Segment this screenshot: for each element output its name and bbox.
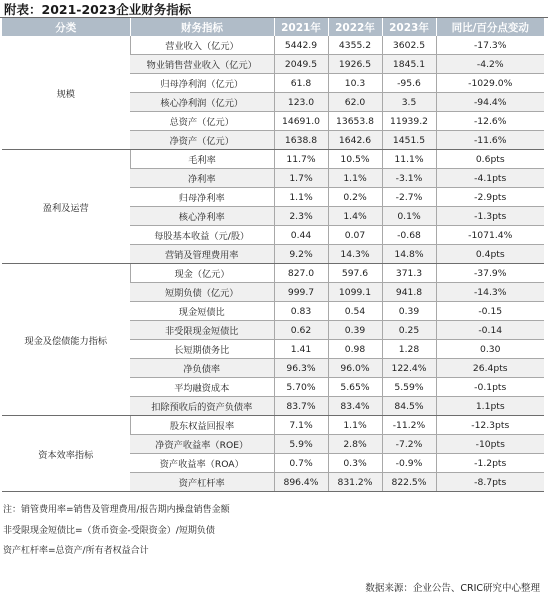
value-2021-cell: 123.0	[274, 93, 328, 112]
indicator-cell: 物业销售营业收入（亿元）	[130, 55, 274, 74]
change-cell: 26.4pts	[436, 359, 544, 378]
change-cell: -0.1pts	[436, 378, 544, 397]
value-2022-cell: 1.4%	[328, 207, 382, 226]
value-2021-cell: 11.7%	[274, 150, 328, 169]
value-2021-cell: 999.7	[274, 283, 328, 302]
change-cell: -8.7pts	[436, 473, 544, 492]
category-cell: 盈利及运营	[2, 150, 130, 264]
value-2021-cell: 7.1%	[274, 416, 328, 435]
change-cell: -1.2pts	[436, 454, 544, 473]
value-2021-cell: 1.7%	[274, 169, 328, 188]
value-2021-cell: 61.8	[274, 74, 328, 93]
value-2023-cell: 3602.5	[382, 36, 436, 55]
indicator-cell: 净负债率	[130, 359, 274, 378]
value-2023-cell: 941.8	[382, 283, 436, 302]
value-2022-cell: 10.5%	[328, 150, 382, 169]
table-row	[2, 36, 544, 55]
value-2023-cell: 822.5%	[382, 473, 436, 492]
value-2022-cell: 0.2%	[328, 188, 382, 207]
value-2021-cell: 2049.5	[274, 55, 328, 74]
value-2022-cell: 1.1%	[328, 169, 382, 188]
change-cell: -0.15	[436, 302, 544, 321]
value-2021-cell: 96.3%	[274, 359, 328, 378]
value-2021-cell: 1638.8	[274, 131, 328, 150]
value-2022-cell: 597.6	[328, 264, 382, 283]
indicator-cell: 总资产（亿元）	[130, 112, 274, 131]
value-2022-cell: 5.65%	[328, 378, 382, 397]
category-cell: 资本效率指标	[2, 416, 130, 492]
header-2021: 2021年	[274, 18, 328, 36]
value-2021-cell: 83.7%	[274, 397, 328, 416]
change-cell: -1.3pts	[436, 207, 544, 226]
value-2023-cell: 3.5	[382, 93, 436, 112]
value-2023-cell: 122.4%	[382, 359, 436, 378]
indicator-cell: 扣除预收后的资产负债率	[130, 397, 274, 416]
table-row	[2, 264, 544, 283]
change-cell: 0.6pts	[436, 150, 544, 169]
value-2021-cell: 1.41	[274, 340, 328, 359]
indicator-cell: 净资产（亿元）	[130, 131, 274, 150]
indicator-cell: 短期负债（亿元）	[130, 283, 274, 302]
indicator-cell: 现金短债比	[130, 302, 274, 321]
change-cell: 0.30	[436, 340, 544, 359]
value-2021-cell: 5.9%	[274, 435, 328, 454]
value-2023-cell: -7.2%	[382, 435, 436, 454]
table-row	[2, 416, 544, 435]
footnote: 非受限现金短债比=（货币资金-受限资金）/短期负债	[3, 525, 215, 536]
change-cell: -4.2%	[436, 55, 544, 74]
value-2022-cell: 83.4%	[328, 397, 382, 416]
indicator-cell: 营业收入（亿元）	[130, 36, 274, 55]
value-2022-cell: 10.3	[328, 74, 382, 93]
change-cell: -1029.0%	[436, 74, 544, 93]
value-2022-cell: 13653.8	[328, 112, 382, 131]
value-2022-cell: 0.07	[328, 226, 382, 245]
change-cell: -4.1pts	[436, 169, 544, 188]
value-2021-cell: 0.62	[274, 321, 328, 340]
indicator-cell: 平均融资成本	[130, 378, 274, 397]
value-2021-cell: 0.83	[274, 302, 328, 321]
value-2023-cell: 1.28	[382, 340, 436, 359]
indicator-cell: 现金（亿元）	[130, 264, 274, 283]
value-2022-cell: 4355.2	[328, 36, 382, 55]
value-2023-cell: 14.8%	[382, 245, 436, 264]
value-2023-cell: 1845.1	[382, 55, 436, 74]
value-2023-cell: -95.6	[382, 74, 436, 93]
financial-table	[2, 18, 544, 492]
indicator-cell: 营销及管理费用率	[130, 245, 274, 264]
value-2023-cell: 11.1%	[382, 150, 436, 169]
value-2022-cell: 1642.6	[328, 131, 382, 150]
value-2023-cell: 5.59%	[382, 378, 436, 397]
table-body	[2, 36, 544, 492]
indicator-cell: 毛利率	[130, 150, 274, 169]
change-cell: -12.3pts	[436, 416, 544, 435]
table-title: 附表：2021-2023企业财务指标	[4, 2, 192, 17]
value-2022-cell: 62.0	[328, 93, 382, 112]
footnotes	[3, 500, 230, 562]
category-cell: 规模	[2, 36, 130, 150]
value-2021-cell: 0.7%	[274, 454, 328, 473]
indicator-cell: 核心净利率	[130, 207, 274, 226]
header-category: 分类	[2, 18, 130, 36]
footnote: 注：销管费用率=销售及管理费用/报告期内操盘销售金额	[3, 505, 230, 515]
table-header-row	[2, 18, 544, 36]
value-2022-cell: 0.39	[328, 321, 382, 340]
value-2022-cell: 2.8%	[328, 435, 382, 454]
header-2023: 2023年	[382, 18, 436, 36]
value-2023-cell: 84.5%	[382, 397, 436, 416]
value-2021-cell: 14691.0	[274, 112, 328, 131]
value-2021-cell: 9.2%	[274, 245, 328, 264]
indicator-cell: 核心净利润（亿元）	[130, 93, 274, 112]
value-2021-cell: 0.44	[274, 226, 328, 245]
change-cell: -12.6%	[436, 112, 544, 131]
value-2021-cell: 5442.9	[274, 36, 328, 55]
value-2023-cell: 1451.5	[382, 131, 436, 150]
value-2021-cell: 2.3%	[274, 207, 328, 226]
change-cell: -11.6%	[436, 131, 544, 150]
indicator-cell: 股东权益回报率	[130, 416, 274, 435]
indicator-cell: 非受限现金短债比	[130, 321, 274, 340]
value-2022-cell: 14.3%	[328, 245, 382, 264]
indicator-cell: 净利率	[130, 169, 274, 188]
header-indicator: 财务指标	[130, 18, 274, 36]
value-2023-cell: 11939.2	[382, 112, 436, 131]
value-2022-cell: 1926.5	[328, 55, 382, 74]
value-2022-cell: 96.0%	[328, 359, 382, 378]
value-2022-cell: 0.98	[328, 340, 382, 359]
value-2023-cell: 371.3	[382, 264, 436, 283]
value-2022-cell: 831.2%	[328, 473, 382, 492]
header-change: 同比/百分点变动	[436, 18, 544, 36]
value-2023-cell: 0.39	[382, 302, 436, 321]
change-cell: -10pts	[436, 435, 544, 454]
data-source: 数据来源：企业公告、CRIC研究中心整理	[365, 583, 540, 594]
footnote: 资产杠杆率=总资产/所有者权益合计	[3, 546, 149, 556]
table-row	[2, 150, 544, 169]
value-2021-cell: 5.70%	[274, 378, 328, 397]
indicator-cell: 资产杠杆率	[130, 473, 274, 492]
change-cell: 0.4pts	[436, 245, 544, 264]
value-2023-cell: -2.7%	[382, 188, 436, 207]
value-2023-cell: 0.25	[382, 321, 436, 340]
indicator-cell: 每股基本收益（元/股）	[130, 226, 274, 245]
value-2021-cell: 1.1%	[274, 188, 328, 207]
value-2022-cell: 1.1%	[328, 416, 382, 435]
change-cell: -17.3%	[436, 36, 544, 55]
value-2021-cell: 896.4%	[274, 473, 328, 492]
indicator-cell: 长短期债务比	[130, 340, 274, 359]
change-cell: -37.9%	[436, 264, 544, 283]
indicator-cell: 归母净利率	[130, 188, 274, 207]
change-cell: -0.14	[436, 321, 544, 340]
change-cell: -94.4%	[436, 93, 544, 112]
indicator-cell: 归母净利润（亿元）	[130, 74, 274, 93]
change-cell: 1.1pts	[436, 397, 544, 416]
indicator-cell: 净资产收益率（ROE）	[130, 435, 274, 454]
category-cell: 现金及偿债能力指标	[2, 264, 130, 416]
value-2022-cell: 1099.1	[328, 283, 382, 302]
value-2023-cell: -0.9%	[382, 454, 436, 473]
change-cell: -2.9pts	[436, 188, 544, 207]
value-2023-cell: 0.1%	[382, 207, 436, 226]
value-2022-cell: 0.3%	[328, 454, 382, 473]
value-2022-cell: 0.54	[328, 302, 382, 321]
change-cell: -14.3%	[436, 283, 544, 302]
value-2023-cell: -0.68	[382, 226, 436, 245]
value-2023-cell: -3.1%	[382, 169, 436, 188]
value-2021-cell: 827.0	[274, 264, 328, 283]
change-cell: -1071.4%	[436, 226, 544, 245]
value-2023-cell: -11.2%	[382, 416, 436, 435]
header-2022: 2022年	[328, 18, 382, 36]
indicator-cell: 资产收益率（ROA）	[130, 454, 274, 473]
